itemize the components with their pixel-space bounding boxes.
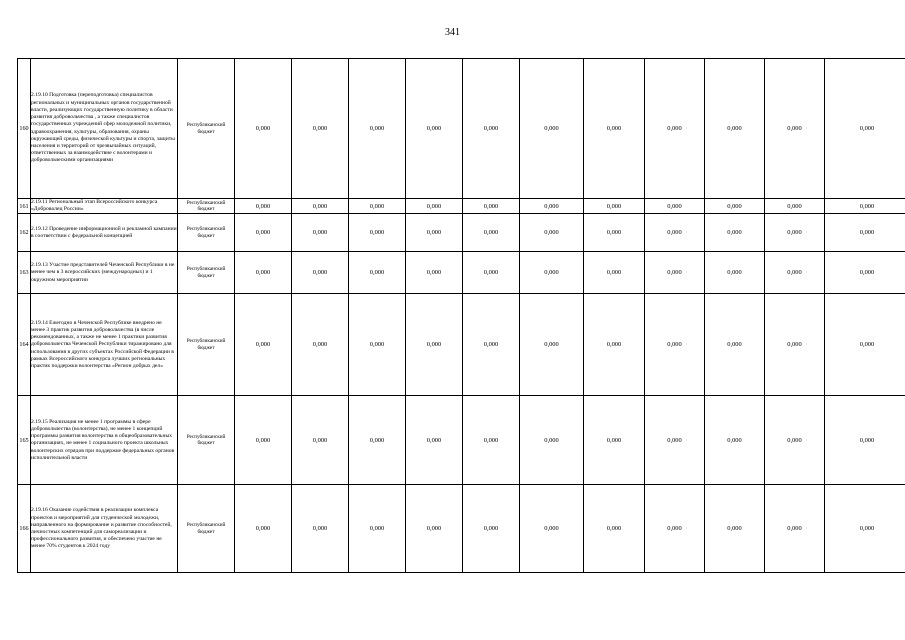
amount-cell: 0,000 [584,294,645,396]
amount-cell: 0,000 [406,252,463,294]
amount-cell: 0,000 [235,59,292,199]
amount-cell: 0,000 [406,214,463,252]
amount-cell: 0,000 [235,485,292,573]
amount-cell: 0,000 [705,485,765,573]
amount-cell: 0,000 [463,252,520,294]
amount-cell: 0,000 [584,59,645,199]
amount-cell: 0,000 [825,396,905,485]
amount-cell: 0,000 [584,214,645,252]
amount-cell: 0,000 [584,485,645,573]
amount-cell: 0,000 [520,252,584,294]
amount-cell: 0,000 [520,199,584,214]
amount-cell: 0,000 [645,252,705,294]
amount-cell: 0,000 [349,214,406,252]
funding-source: Республиканский бюджет [178,294,235,396]
amount-cell: 0,000 [645,199,705,214]
amount-cell: 0,000 [406,199,463,214]
row-number: 166 [18,485,31,573]
amount-cell: 0,000 [406,59,463,199]
amount-cell: 0,000 [705,252,765,294]
funding-source: Республиканский бюджет [178,199,235,214]
amount-cell: 0,000 [235,396,292,485]
funding-source: Республиканский бюджет [178,214,235,252]
amount-cell: 0,000 [463,214,520,252]
amount-cell: 0,000 [463,396,520,485]
amount-cell: 0,000 [765,59,825,199]
amount-cell: 0,000 [463,199,520,214]
amount-cell: 0,000 [292,485,349,573]
amount-cell: 0,000 [349,199,406,214]
amount-cell: 0,000 [406,396,463,485]
activity-name: 2.19.15 Реализация не менее 1 программы в сфере добровольчества (волонтерства), не менее 1 концепций программы развития волонтерства в общеобразовательных организациях, не менее 1 социального проекта школьных волонтерских отрядов при поддержке федеральных органов исполнительной власти [31,396,178,485]
amount-cell: 0,000 [349,396,406,485]
amount-cell: 0,000 [520,59,584,199]
row-number: 163 [18,252,31,294]
amount-cell: 0,000 [349,252,406,294]
amount-cell: 0,000 [520,485,584,573]
row-number: 162 [18,214,31,252]
amount-cell: 0,000 [520,294,584,396]
table-row [18,252,905,294]
amount-cell: 0,000 [235,294,292,396]
amount-cell: 0,000 [406,294,463,396]
row-number: 165 [18,396,31,485]
amount-cell: 0,000 [765,214,825,252]
amount-cell: 0,000 [292,396,349,485]
row-number: 164 [18,294,31,396]
amount-cell: 0,000 [349,294,406,396]
amount-cell: 0,000 [235,199,292,214]
amount-cell: 0,000 [765,294,825,396]
page-number: 341 [445,27,460,38]
amount-cell: 0,000 [463,59,520,199]
amount-cell: 0,000 [705,396,765,485]
amount-cell: 0,000 [292,294,349,396]
table-row [18,59,905,199]
table-row [18,214,905,252]
amount-cell: 0,000 [520,396,584,485]
amount-cell: 0,000 [705,59,765,199]
activity-name: 2.19.14 Ежегодно в Чеченской Республике внедрено не менее 3 практик развития добровольчества (в числе рекомендованных, а также не менее 1 практики развития добровольчества Чеченской Республики тиражировано для использования в других субъектах Российской Федерации в рамках Всероссийского конкурса лучших региональных практик поддержки волонтерства «Регион добрых дел» [31,294,178,396]
amount-cell: 0,000 [584,396,645,485]
funding-source: Республиканский бюджет [178,485,235,573]
amount-cell: 0,000 [645,59,705,199]
amount-cell: 0,000 [292,59,349,199]
table-row [18,485,905,573]
activity-name: 2.19.11 Региональный этап Всероссийского конкурса «Доброволец России» [31,199,178,214]
funding-source: Республиканский бюджет [178,59,235,199]
amount-cell: 0,000 [292,199,349,214]
amount-cell: 0,000 [765,252,825,294]
amount-cell: 0,000 [705,294,765,396]
activity-name: 2.19.10 Подготовка (переподготовка) специалистов региональных и муниципальных органов государственной власти, реализующих государственную политику в области развития добровольчества , а также специалистов государственных учреждений сфер молодежной политики, здравоохранения, культуры, образования, охраны окружающей среды, физической культуры и спорта, защиты населения и территорий от чрезвычайных ситуаций, ответственных за взаимодействие с волонтерами и добровольческими организациями [31,59,178,199]
activity-name: 2.19.12 Проведение информационной и рекламной кампании в соответствии с федеральной концепцией [31,214,178,252]
amount-cell: 0,000 [825,214,905,252]
amount-cell: 0,000 [584,199,645,214]
funding-source: Республиканский бюджет [178,396,235,485]
table-row [18,396,905,485]
amount-cell: 0,000 [765,396,825,485]
amount-cell: 0,000 [645,294,705,396]
table-row [18,294,905,396]
amount-cell: 0,000 [645,485,705,573]
amount-cell: 0,000 [765,485,825,573]
amount-cell: 0,000 [825,59,905,199]
amount-cell: 0,000 [645,396,705,485]
activity-name: 2.19.16 Оказание содействия в реализации комплекса проектов и мероприятий для студенческой молодежи, направленного на формирование и развитие способностей, личностных компетенций для самореализации и профессионального развития, и обеспечено участие не менее 70% студентов к 2024 году [31,485,178,573]
funding-source: Республиканский бюджет [178,252,235,294]
budget-table [17,58,905,573]
amount-cell: 0,000 [825,252,905,294]
amount-cell: 0,000 [520,214,584,252]
amount-cell: 0,000 [705,214,765,252]
activity-name: 2.19.13 Участие представителей Чеченской Республики в не менее чем в 3 всероссийских (международных) и 1 окружном мероприятии [31,252,178,294]
amount-cell: 0,000 [349,485,406,573]
row-number: 161 [18,199,31,214]
amount-cell: 0,000 [463,485,520,573]
row-number: 160 [18,59,31,199]
amount-cell: 0,000 [825,294,905,396]
amount-cell: 0,000 [825,485,905,573]
amount-cell: 0,000 [765,199,825,214]
amount-cell: 0,000 [406,485,463,573]
amount-cell: 0,000 [349,59,406,199]
amount-cell: 0,000 [584,252,645,294]
amount-cell: 0,000 [292,214,349,252]
amount-cell: 0,000 [705,199,765,214]
table-row [18,199,905,214]
amount-cell: 0,000 [235,214,292,252]
amount-cell: 0,000 [292,252,349,294]
amount-cell: 0,000 [463,294,520,396]
amount-cell: 0,000 [825,199,905,214]
amount-cell: 0,000 [645,214,705,252]
amount-cell: 0,000 [235,252,292,294]
